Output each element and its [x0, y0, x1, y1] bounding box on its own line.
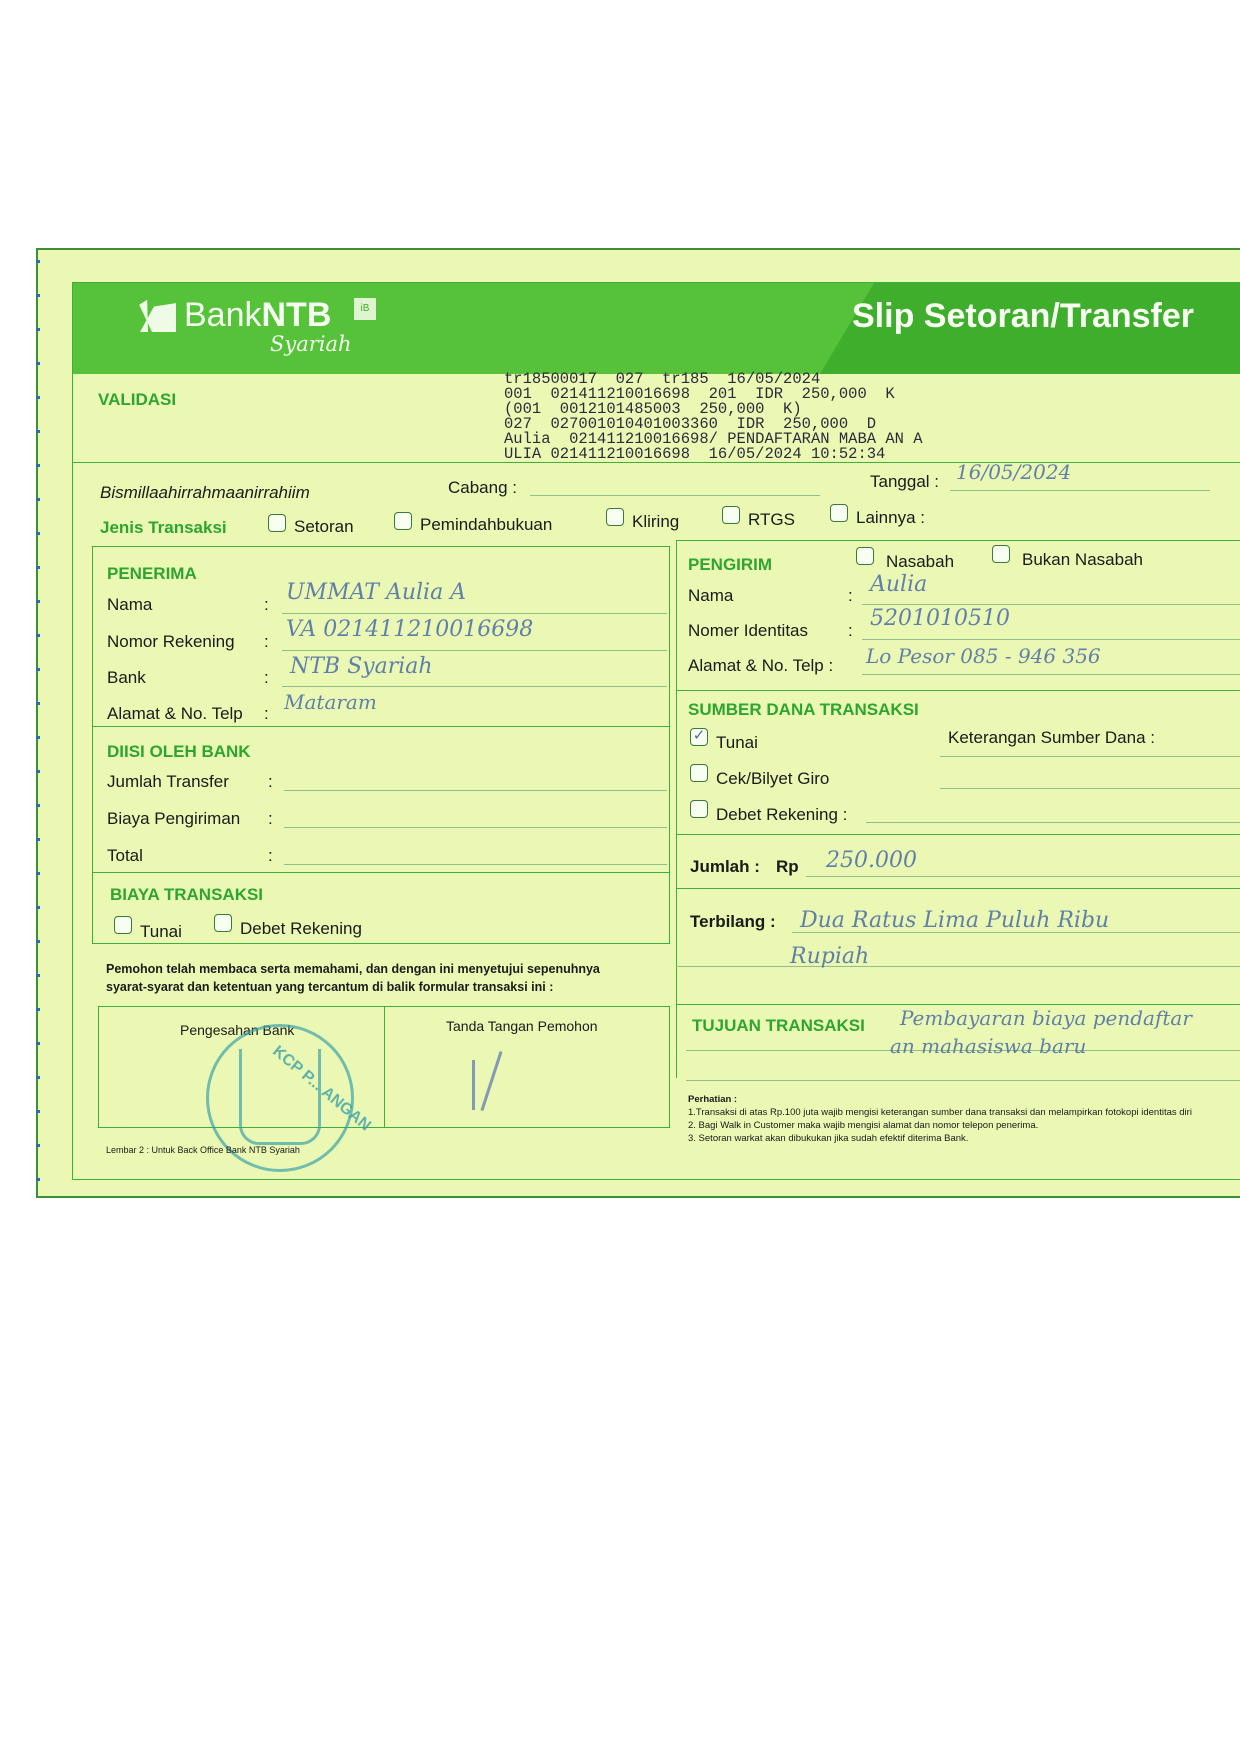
bank-logo-icon [136, 298, 176, 332]
perhatian-item-1: 1.Transaksi di atas Rp.100 juta wajib mengisi keterangan sumber dana transaksi dan melampirkan fotokopi identitas diri [688, 1107, 1192, 1118]
logo-ntb-text: NTB [261, 296, 332, 334]
bismillah-text: Bismillaahirrahmaanirrahiim [100, 483, 310, 502]
debet-rekening-field[interactable] [866, 822, 1240, 823]
pernyataan-line2: syarat-syarat dan ketentuan yang tercantum di balik formular transaksi ini : [106, 980, 554, 994]
lainnya-checkbox[interactable] [830, 504, 848, 522]
penerima-alamat-label: Alamat & No. Telp [107, 704, 243, 723]
bukan-nasabah-checkbox[interactable] [992, 545, 1010, 563]
tanggal-field[interactable] [950, 490, 1210, 491]
tanggal-value: 16/05/2024 [956, 460, 1072, 484]
biaya-pengiriman-label: Biaya Pengiriman [107, 809, 241, 828]
penerima-bank-value: NTB Syariah [290, 654, 433, 679]
diisi-bank-title: DIISI OLEH BANK [107, 742, 251, 761]
colon: : [264, 595, 269, 614]
sumber-cek-checkbox[interactable] [690, 764, 708, 782]
penerima-nama-field[interactable] [282, 613, 667, 614]
jumlah-transfer-label: Jumlah Transfer [107, 772, 229, 791]
cabang-field[interactable] [530, 495, 820, 496]
signature-divider [384, 1006, 385, 1128]
colon: : [264, 668, 269, 687]
colon: : [268, 809, 273, 828]
logo-badge: iB [354, 298, 376, 320]
penerima-nama-label: Nama [107, 595, 153, 614]
setoran-checkbox[interactable] [268, 514, 286, 532]
terbilang-value-line1: Dua Ratus Lima Puluh Ribu [800, 908, 1110, 933]
colon: : [264, 632, 269, 651]
validation-line: ULIA 021411210016698 16/05/2024 10:52:34 [504, 445, 886, 463]
validation-line: 001 021411210016698 201 IDR 250,000 K [504, 385, 895, 403]
terbilang-label: Terbilang : [690, 912, 776, 931]
penerima-nama-value: UMMAT Aulia A [286, 580, 467, 605]
pengirim-alamat-field[interactable] [862, 674, 1240, 675]
tujuan-top-border [676, 1004, 1240, 1005]
colon: : [264, 704, 269, 723]
pengirim-top-border [676, 540, 1240, 541]
jumlah-label: Jumlah : [690, 857, 760, 876]
perhatian-item-3: 3. Setoran warkat akan dibukukan jika sudah efektif diterima Bank. [688, 1133, 969, 1144]
jumlah-divider [676, 888, 1240, 889]
pengirim-alamat-label: Alamat & No. Telp : [688, 656, 834, 675]
pengirim-identitas-label: Nomer Identitas [688, 621, 808, 640]
cabang-label: Cabang : [448, 478, 517, 497]
column-divider [676, 540, 677, 1078]
perhatian-item-2: 2. Bagi Walk in Customer maka wajib mengisi alamat dan nomor telepon penerima. [688, 1120, 1039, 1131]
pengirim-identitas-field[interactable] [862, 639, 1240, 640]
validation-line: Aulia 021411210016698/ PENDAFTARAN MABA AN A [504, 430, 923, 448]
penerima-title: PENERIMA [107, 564, 197, 583]
penerima-divider [92, 726, 670, 727]
tanda-tangan-pemohon-label: Tanda Tangan Pemohon [446, 1018, 598, 1034]
jumlah-value: 250.000 [826, 848, 917, 873]
bank-logo [136, 298, 331, 332]
sumber-tunai-option: Tunai [716, 733, 758, 752]
colon: : [848, 621, 853, 640]
validation-stamp [504, 372, 923, 462]
bukan-nasabah-option: Bukan Nasabah [1022, 550, 1143, 569]
penerima-bank-field[interactable] [282, 686, 667, 687]
validation-line: 027 027001010401003360 IDR 250,000 D [504, 415, 877, 433]
keterangan-sumber-field-2[interactable] [940, 788, 1240, 789]
stamp-text: KCP P... ANGAN [269, 1042, 374, 1135]
total-field[interactable] [284, 864, 667, 865]
perforation-edge [36, 260, 40, 1190]
terbilang-field-2[interactable] [676, 966, 1240, 967]
pengirim-alamat-value: Lo Pesor 085 - 946 356 [866, 644, 1101, 668]
penerima-norek-value: VA 021411210016698 [286, 617, 534, 642]
nasabah-option: Nasabah [886, 552, 955, 571]
sumber-cek-option: Cek/Bilyet Giro [716, 769, 830, 788]
tanggal-label: Tanggal : [870, 472, 939, 491]
tujuan-value-line2: an mahasiswa baru [890, 1034, 1087, 1058]
nasabah-checkbox[interactable] [856, 547, 874, 565]
pengirim-nama-value: Aulia [870, 572, 928, 597]
biaya-tunai-checkbox[interactable] [114, 916, 132, 934]
validasi-label: VALIDASI [98, 390, 177, 409]
jumlah-transfer-field[interactable] [284, 790, 667, 791]
colon: : [268, 772, 273, 791]
pemohon-signature [472, 1060, 475, 1110]
tujuan-field-2[interactable] [686, 1080, 1240, 1081]
tujuan-value-line1: Pembayaran biaya pendaftar [900, 1006, 1192, 1030]
perhatian-title: Perhatian : [688, 1094, 738, 1105]
biaya-debet-checkbox[interactable] [214, 914, 232, 932]
diisi-bank-divider [92, 872, 670, 873]
biaya-debet-option: Debet Rekening [240, 919, 362, 938]
penerima-norek-label: Nomor Rekening [107, 632, 235, 651]
sumber-debet-option: Debet Rekening : [716, 805, 848, 824]
pengirim-nama-field[interactable] [862, 604, 1240, 605]
sumber-debet-checkbox[interactable] [690, 800, 708, 818]
penerima-norek-field[interactable] [282, 650, 667, 651]
penerima-alamat-value: Mataram [284, 690, 377, 714]
sumber-dana-title: SUMBER DANA TRANSAKSI [688, 700, 919, 719]
setoran-option: Setoran [294, 517, 354, 536]
keterangan-sumber-field[interactable] [940, 756, 1240, 757]
slip-title: Slip Setoran/Transfer [852, 297, 1194, 335]
sumber-dana-divider [676, 834, 1240, 835]
pengirim-identitas-value: 5201010510 [870, 606, 1010, 631]
biaya-transaksi-title: BIAYA TRANSAKSI [110, 885, 264, 904]
pernyataan-line1: Pemohon telah membaca serta memahami, dan dengan ini menyetujui sepenuhnya [106, 962, 600, 976]
pengesahan-bank-label: Pengesahan Bank [180, 1022, 295, 1038]
jumlah-currency: Rp [776, 857, 799, 876]
pengirim-nama-label: Nama [688, 586, 734, 605]
pemindahbukuan-option: Pemindahbukuan [420, 515, 553, 534]
kliring-option: Kliring [632, 512, 680, 531]
logo-bank-text: Bank [184, 296, 262, 334]
sumber-tunai-checkbox[interactable]: ✓ [690, 728, 708, 746]
rtgs-checkbox[interactable] [722, 506, 740, 524]
validation-line: tr18500017 027 tr185 16/05/2024 [504, 370, 821, 388]
lembar-footer: Lembar 2 : Untuk Back Office Bank NTB Syariah [106, 1145, 300, 1155]
tujuan-title: TUJUAN TRANSAKSI [692, 1016, 865, 1035]
colon: : [268, 846, 273, 865]
validation-line: (001 0012101485003 250,000 K) [504, 400, 802, 418]
logo-syariah-text: Syariah [270, 332, 352, 356]
pengirim-divider [676, 690, 1240, 691]
penerima-bank-label: Bank [107, 668, 146, 687]
jumlah-field[interactable] [806, 876, 1240, 877]
jenis-transaksi-label: Jenis Transaksi [100, 518, 227, 537]
terbilang-value-line2: Rupiah [790, 944, 870, 969]
lainnya-option: Lainnya : [856, 508, 925, 527]
biaya-pengiriman-field[interactable] [284, 827, 667, 828]
kliring-checkbox[interactable] [606, 508, 624, 526]
rtgs-option: RTGS [748, 510, 795, 529]
pemindahbukuan-checkbox[interactable] [394, 512, 412, 530]
pengirim-title: PENGIRIM [688, 555, 773, 574]
colon: : [848, 586, 853, 605]
keterangan-sumber-label: Keterangan Sumber Dana : [948, 728, 1155, 747]
biaya-tunai-option: Tunai [140, 922, 182, 941]
total-label: Total [107, 846, 143, 865]
